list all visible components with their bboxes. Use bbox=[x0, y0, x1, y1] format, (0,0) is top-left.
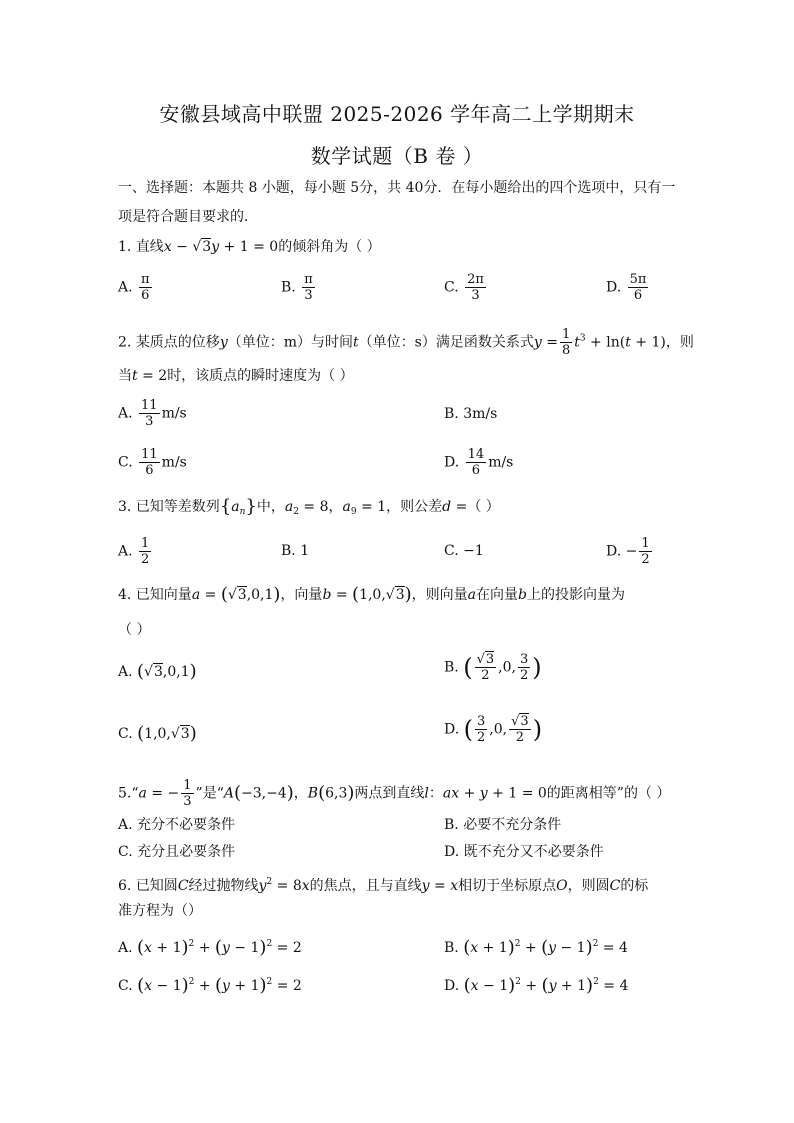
question-2-option-c[interactable]: C. $\frac{11}{6}$ m/s bbox=[118, 447, 187, 478]
question-4-option-c[interactable]: C. (1,0,√3) bbox=[118, 723, 197, 744]
question-3-option-a[interactable]: A. $\frac{1}{2}$ bbox=[118, 536, 150, 567]
question-5-option-b[interactable]: B. 必要不充分条件 bbox=[444, 817, 562, 833]
question-1-option-b[interactable]: B. $\frac{\pi}{3}$ bbox=[281, 272, 313, 303]
question-2-option-d[interactable]: D. $\frac{14}{6}$ m/s bbox=[444, 447, 514, 478]
question-4: 4. 已知向量a = (√3,0,1)，向量b = (1,0,√3)，则向量a在向量b上的投影向量为 bbox=[118, 584, 625, 605]
question-6: 6. 已知圆C经过抛物线$y^2 = 8x$的焦点，且与直线y = x相切于坐标原点O，则圆C的标 bbox=[118, 877, 649, 894]
question-6-option-d[interactable]: D. $(x - 1)^2 + (y + 1)^2 = 4$ bbox=[444, 975, 629, 996]
question-4-option-d[interactable]: D. ( $\frac{3}{2}$ ,0, $\frac{√3}{2}$ ) bbox=[444, 714, 543, 745]
question-5: 5.“a = − $\frac{1}{3}$ ”是“A(−3,−4)，B(6,3)两点到直线l：ax + y + 1 = 0的距离相等”的（ ） bbox=[118, 778, 671, 809]
question-3-option-d[interactable]: D. − $\frac{1}{2}$ bbox=[606, 536, 650, 567]
section-instructions-line2: 项是符合题目要求的． bbox=[118, 209, 258, 225]
question-1-option-a[interactable]: A. $\frac{\pi}{6}$ bbox=[118, 272, 150, 303]
question-2: 2. 某质点的位移y（单位：m）与时间t（单位：s）满足函数关系式y = $\frac{1}{8}$ $t^3 + \ln(t + 1)$，则 bbox=[118, 327, 694, 358]
question-4-option-a[interactable]: A. (√3,0,1) bbox=[118, 661, 197, 682]
question-3-option-b[interactable]: B. 1 bbox=[281, 543, 310, 559]
question-2-option-a[interactable]: A. $\frac{11}{3}$ m/s bbox=[118, 398, 187, 429]
exam-title-line1: 安徽县域高中联盟 2025-2026 学年高二上学期期末 bbox=[159, 102, 635, 126]
question-5-option-d[interactable]: D. 既不充分又不必要条件 bbox=[444, 844, 604, 860]
section-instructions-line1: 一、选择题：本题共 8 小题，每小题 5分，共 40分．在每小题给出的四个选项中，只有一 bbox=[118, 180, 676, 196]
question-1-option-d[interactable]: D. $\frac{5\pi}{6}$ bbox=[606, 272, 647, 303]
question-6-option-a[interactable]: A. $(x + 1)^2 + (y - 1)^2 = 2$ bbox=[118, 937, 302, 958]
question-4-line2: （ ） bbox=[118, 622, 151, 638]
question-6-option-c[interactable]: C. $(x - 1)^2 + (y + 1)^2 = 2$ bbox=[118, 975, 302, 996]
question-6-line2: 准方程为（） bbox=[118, 903, 202, 919]
question-4-option-b[interactable]: B. ( $\frac{√3}{2}$ ,0, $\frac{3}{2}$ ) bbox=[444, 652, 542, 683]
question-3: 3. 已知等差数列$\{a_n\}$中，$a_2 = 8$，$a_9 = 1$，则公差d =（ ） bbox=[118, 496, 500, 517]
question-6-option-b[interactable]: B. $(x + 1)^2 + (y - 1)^2 = 4$ bbox=[444, 937, 628, 958]
question-2-option-b[interactable]: B. 3m/s bbox=[444, 406, 498, 422]
exam-title-line2: 数学试题（B 卷 ） bbox=[310, 144, 484, 168]
question-1-option-c[interactable]: C. $\frac{2\pi}{3}$ bbox=[444, 272, 484, 303]
question-3-option-c[interactable]: C. −1 bbox=[444, 543, 484, 559]
question-1: 1. 直线x − √3y + 1 = 0的倾斜角为（ ） bbox=[118, 239, 381, 255]
question-5-option-a[interactable]: A. 充分不必要条件 bbox=[118, 817, 236, 833]
question-5-option-c[interactable]: C. 充分且必要条件 bbox=[118, 844, 236, 860]
question-2-line2: 当t = 2时，该质点的瞬时速度为（ ） bbox=[118, 368, 354, 384]
